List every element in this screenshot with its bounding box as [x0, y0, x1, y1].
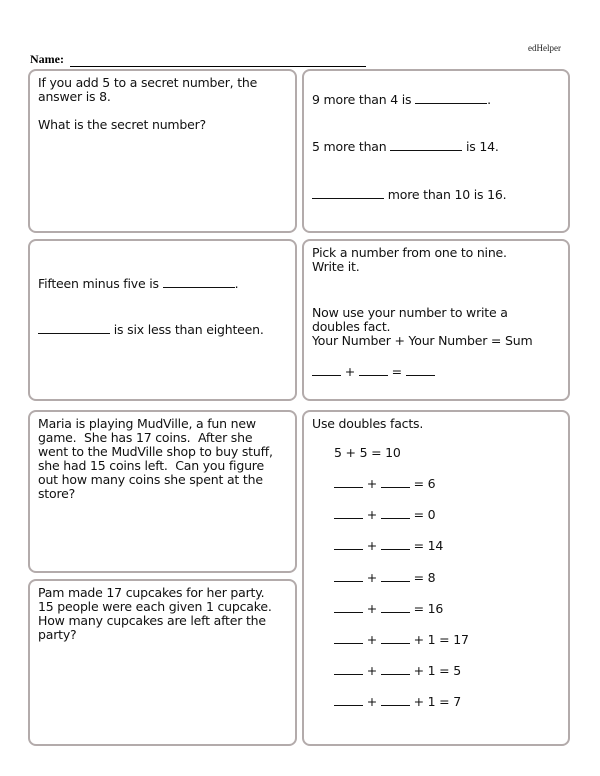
plus-sign: + — [363, 694, 381, 710]
plus-sign: + — [363, 631, 381, 647]
answer-blank[interactable] — [359, 365, 388, 376]
problem-text-line: How many cupcakes are left after the — [38, 613, 266, 628]
fill-in-item — [312, 140, 560, 154]
item-text: is six less than eighteen. — [110, 322, 264, 337]
answer-blank[interactable] — [312, 188, 384, 199]
fact-result: + 1 = 17 — [409, 631, 469, 647]
fact-row — [334, 571, 560, 602]
answer-blank[interactable] — [38, 323, 110, 334]
answer-blank[interactable] — [334, 539, 363, 550]
problem-text-line: she had 15 coins left. Can you figure — [38, 458, 264, 473]
fact-row — [334, 477, 560, 508]
plus-sign: + — [363, 600, 381, 616]
problem-more-than — [302, 69, 570, 233]
problem-text-line: Write it. — [312, 259, 360, 274]
answer-blank[interactable] — [390, 140, 462, 151]
problem-doubles-pick — [302, 239, 570, 401]
answer-blank[interactable] — [312, 365, 341, 376]
answer-blank[interactable] — [163, 277, 235, 288]
answer-blank[interactable] — [381, 602, 410, 613]
fact-row — [334, 508, 560, 539]
answer-blank[interactable] — [381, 508, 410, 519]
name-input-line[interactable] — [70, 56, 366, 67]
problem-question: What is the secret number? — [38, 117, 206, 132]
spacer — [38, 104, 287, 118]
problem-text-line: answer is 8. — [38, 89, 111, 104]
answer-blank[interactable] — [381, 539, 410, 550]
problem-text-line: doubles fact. — [312, 319, 391, 334]
problem-title: Use doubles facts. — [312, 416, 424, 431]
fact-row — [334, 695, 560, 726]
fact-result: = 0 — [409, 507, 436, 523]
item-text: . — [234, 276, 239, 291]
example-fact: 5 + 5 = 10 — [334, 445, 401, 460]
plus-sign: + — [363, 663, 381, 679]
item-text: more than 10 is 16. — [384, 187, 507, 202]
answer-blank[interactable] — [334, 695, 363, 706]
plus-sign: + — [363, 476, 381, 491]
problem-text-line: Your Number + Your Number = Sum — [312, 333, 533, 348]
item-text: is 14. — [462, 139, 499, 154]
answer-blank[interactable] — [406, 365, 435, 376]
problem-text-line: Pick a number from one to nine. — [312, 245, 507, 260]
plus-sign: + — [341, 364, 359, 379]
plus-sign: + — [363, 507, 381, 523]
answer-blank[interactable] — [334, 571, 363, 582]
answer-blank[interactable] — [334, 602, 363, 613]
name-row — [30, 52, 366, 67]
answer-blank[interactable] — [334, 477, 363, 488]
item-text: . — [487, 92, 491, 107]
problem-text-line: game. She has 17 coins. After she — [38, 430, 253, 445]
answer-blank[interactable] — [334, 633, 363, 644]
fill-in-item — [38, 323, 287, 337]
fact-row — [334, 602, 560, 633]
name-label: Name: — [30, 52, 64, 66]
answer-blank[interactable] — [381, 633, 410, 644]
problem-text-line: went to the MudVille shop to buy stuff, — [38, 444, 273, 459]
fact-result: = 6 — [409, 476, 436, 491]
answer-blank[interactable] — [334, 664, 363, 675]
fact-result: = 14 — [409, 538, 444, 554]
problem-text-line: Pam made 17 cupcakes for her party. — [38, 585, 265, 600]
item-text: 5 more than — [312, 139, 391, 154]
problem-text-line: 15 people were each given 1 cupcake. — [38, 599, 272, 614]
problem-text-line: If you add 5 to a secret number, the — [38, 75, 258, 90]
fill-in-item — [312, 188, 560, 202]
problem-secret-number — [28, 69, 297, 233]
fact-row — [334, 633, 560, 664]
problem-text-line: store? — [38, 486, 76, 501]
brand-label: edHelper — [528, 43, 561, 53]
item-text: Fifteen minus five is — [38, 276, 163, 291]
problem-minus — [28, 239, 297, 401]
facts-list — [334, 446, 560, 727]
fact-result: + 1 = 7 — [409, 694, 461, 710]
fact-result: = 8 — [409, 569, 436, 585]
fill-in-item — [38, 277, 287, 291]
problem-pam-cupcakes — [28, 579, 297, 746]
plus-sign: + — [363, 538, 381, 554]
problem-maria-coins — [28, 410, 297, 573]
problem-doubles-facts — [302, 410, 570, 746]
equals-sign: = — [387, 364, 406, 379]
fact-row — [334, 539, 560, 570]
answer-blank[interactable] — [334, 508, 363, 519]
problem-text-line: out how many coins she spent at the — [38, 472, 263, 487]
fact-result: + 1 = 5 — [409, 663, 461, 679]
answer-blank[interactable] — [381, 664, 410, 675]
doubles-equation — [312, 365, 560, 379]
problem-text-line: Now use your number to write a — [312, 305, 508, 320]
answer-blank[interactable] — [381, 571, 410, 582]
answer-blank[interactable] — [381, 695, 410, 706]
fact-result: = 16 — [409, 600, 444, 616]
problem-text-line: party? — [38, 627, 77, 642]
plus-sign: + — [363, 569, 381, 585]
problem-text-line: Maria is playing MudVille, a fun new — [38, 416, 256, 431]
fact-row — [334, 664, 560, 695]
fill-in-item — [312, 93, 560, 107]
item-text: 9 more than 4 is — [312, 92, 416, 107]
answer-blank[interactable] — [381, 477, 410, 488]
answer-blank[interactable] — [415, 93, 487, 104]
